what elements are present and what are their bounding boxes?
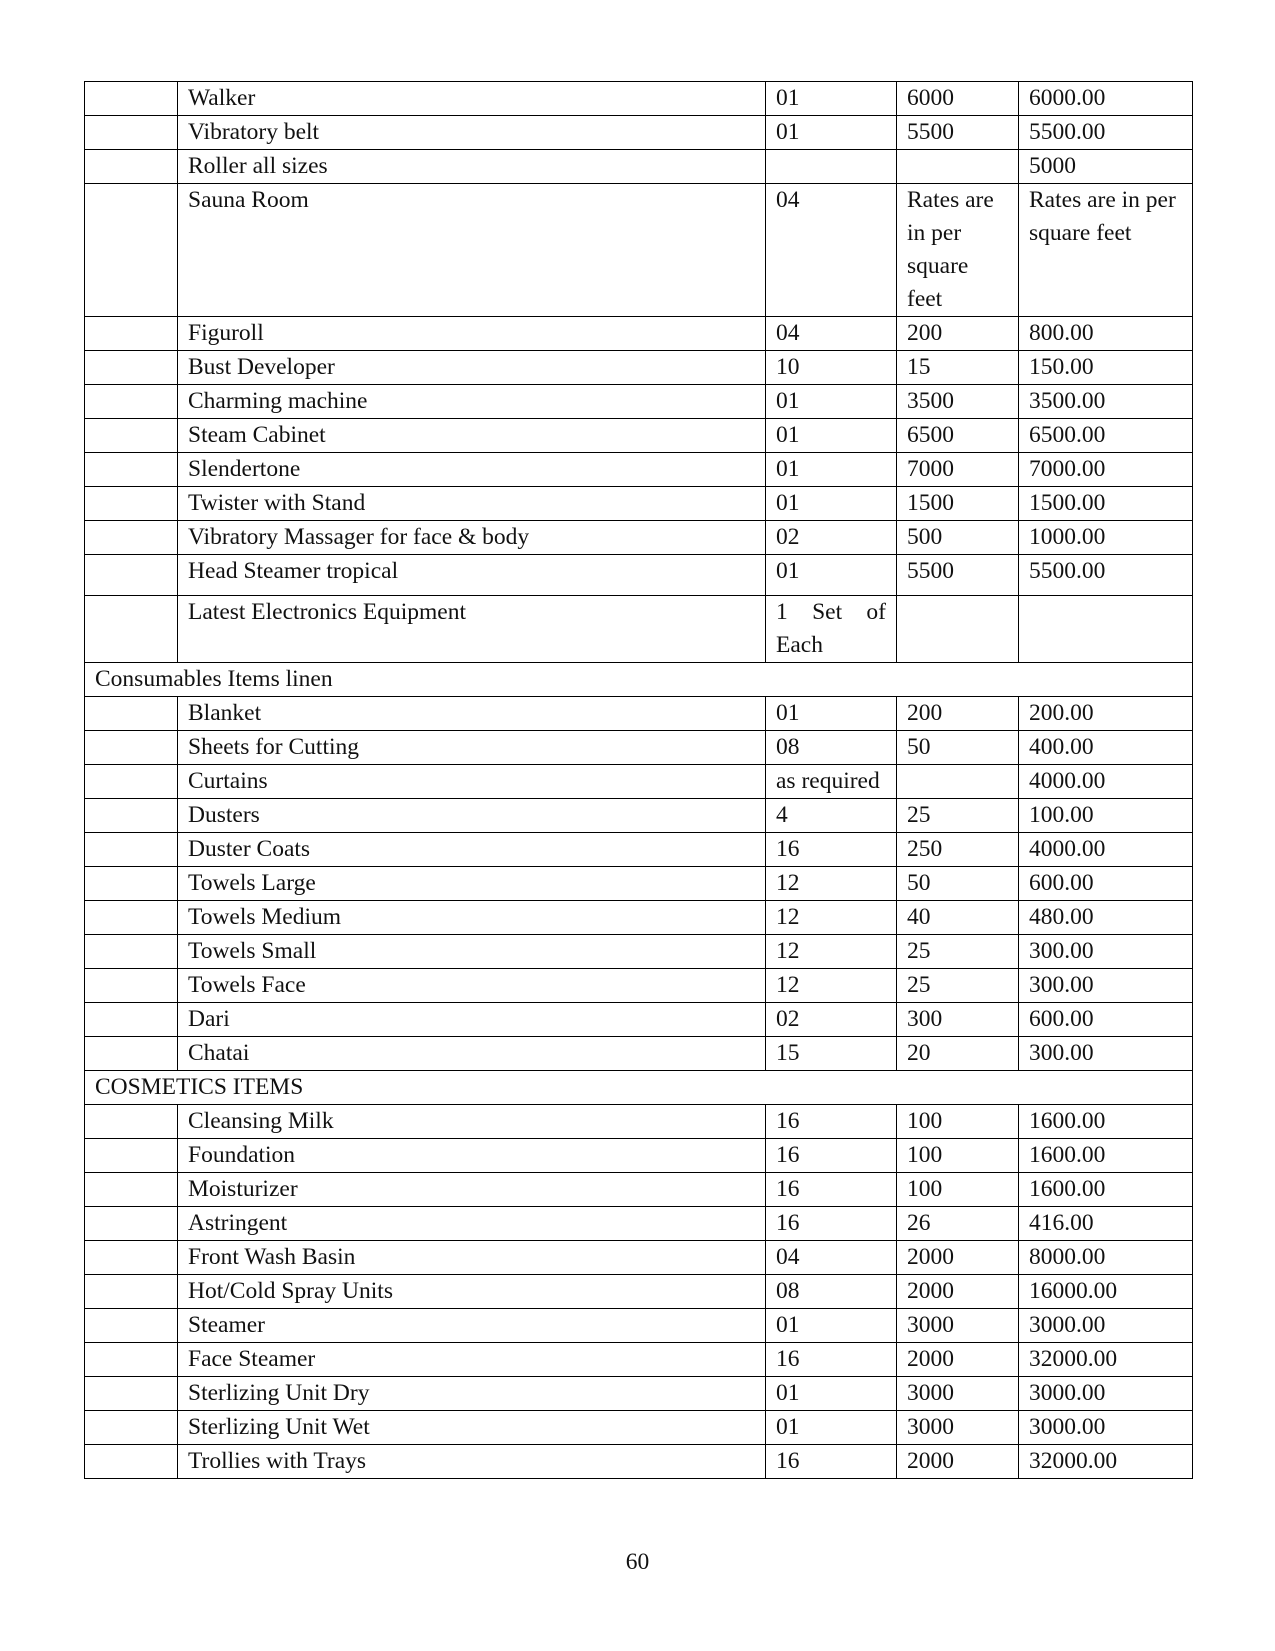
quantity-cell: 01: [766, 385, 897, 419]
item-name-cell: Dusters: [178, 799, 766, 833]
amount-cell: 3000.00: [1019, 1377, 1193, 1411]
amount-cell: 6000.00: [1019, 82, 1193, 116]
rate-cell: 6500: [897, 419, 1019, 453]
quantity-cell: 02: [766, 521, 897, 555]
blank-index-cell: [85, 901, 178, 935]
rate-cell: 2000: [897, 1241, 1019, 1275]
rate-cell: 2000: [897, 1343, 1019, 1377]
amount-cell: 16000.00: [1019, 1275, 1193, 1309]
item-name-cell: Walker: [178, 82, 766, 116]
table-row: [85, 419, 1193, 453]
rate-cell: 1500: [897, 487, 1019, 521]
rate-cell: 200: [897, 697, 1019, 731]
quantity-cell: 12: [766, 969, 897, 1003]
blank-index-cell: [85, 969, 178, 1003]
rate-cell: 2000: [897, 1275, 1019, 1309]
item-name-cell: Twister with Stand: [178, 487, 766, 521]
item-name-cell: Vibratory Massager for face & body: [178, 521, 766, 555]
item-name-cell: Charming machine: [178, 385, 766, 419]
table-row: [85, 1139, 1193, 1173]
rate-cell: 40: [897, 901, 1019, 935]
amount-cell: 32000.00: [1019, 1445, 1193, 1479]
item-name-cell: Steam Cabinet: [178, 419, 766, 453]
blank-index-cell: [85, 596, 178, 663]
section-heading: Consumables Items linen: [85, 663, 1193, 697]
blank-index-cell: [85, 1207, 178, 1241]
quantity-cell: 04: [766, 184, 897, 317]
blank-index-cell: [85, 1445, 178, 1479]
rate-cell: 250: [897, 833, 1019, 867]
blank-index-cell: [85, 150, 178, 184]
quantity-cell: 16: [766, 1445, 897, 1479]
quantity-cell: 16: [766, 1173, 897, 1207]
quantity-cell: 12: [766, 867, 897, 901]
section-heading-row: [85, 1071, 1193, 1105]
table-row: [85, 731, 1193, 765]
table-row: [85, 116, 1193, 150]
quantity-cell: 01: [766, 453, 897, 487]
amount-cell: 300.00: [1019, 1037, 1193, 1071]
blank-index-cell: [85, 765, 178, 799]
quantity-cell: 16: [766, 1343, 897, 1377]
quantity-cell: 01: [766, 1411, 897, 1445]
item-name-cell: Blanket: [178, 697, 766, 731]
amount-cell: 1600.00: [1019, 1139, 1193, 1173]
amount-cell: 8000.00: [1019, 1241, 1193, 1275]
table-row: [85, 969, 1193, 1003]
table-row: [85, 765, 1193, 799]
blank-index-cell: [85, 731, 178, 765]
rate-cell: 20: [897, 1037, 1019, 1071]
table-row: [85, 1241, 1193, 1275]
amount-cell: 300.00: [1019, 969, 1193, 1003]
item-name-cell: Steamer: [178, 1309, 766, 1343]
quantity-cell: 1 Set of Each: [766, 596, 897, 663]
table-row: [85, 351, 1193, 385]
rate-cell: Rates are in per square feet: [897, 184, 1019, 317]
rate-cell: [897, 765, 1019, 799]
rate-cell: 100: [897, 1105, 1019, 1139]
amount-cell: 5000: [1019, 150, 1193, 184]
item-name-cell: Moisturizer: [178, 1173, 766, 1207]
blank-index-cell: [85, 1275, 178, 1309]
item-name-cell: Towels Large: [178, 867, 766, 901]
blank-index-cell: [85, 1241, 178, 1275]
rate-cell: 3500: [897, 385, 1019, 419]
item-name-cell: Astringent: [178, 1207, 766, 1241]
page-number: 60: [625, 1549, 650, 1575]
rate-cell: 50: [897, 867, 1019, 901]
table-row: [85, 1003, 1193, 1037]
rate-cell: 3000: [897, 1411, 1019, 1445]
table-row: [85, 1037, 1193, 1071]
rate-cell: 100: [897, 1173, 1019, 1207]
quantity-cell: as required: [766, 765, 897, 799]
table-row: [85, 1377, 1193, 1411]
blank-index-cell: [85, 317, 178, 351]
item-name-cell: Front Wash Basin: [178, 1241, 766, 1275]
rate-cell: 200: [897, 317, 1019, 351]
item-name-cell: Latest Electronics Equipment: [178, 596, 766, 663]
blank-index-cell: [85, 555, 178, 596]
amount-cell: 1500.00: [1019, 487, 1193, 521]
quantity-cell: [766, 150, 897, 184]
item-name-cell: Bust Developer: [178, 351, 766, 385]
rate-cell: 50: [897, 731, 1019, 765]
table-row: [85, 1207, 1193, 1241]
amount-cell: Rates are in per square feet: [1019, 184, 1193, 317]
item-name-cell: Figuroll: [178, 317, 766, 351]
blank-index-cell: [85, 1343, 178, 1377]
amount-cell: 400.00: [1019, 731, 1193, 765]
amount-cell: 100.00: [1019, 799, 1193, 833]
quantity-cell: 02: [766, 1003, 897, 1037]
table-body: [85, 82, 1193, 1479]
item-name-cell: Duster Coats: [178, 833, 766, 867]
table-row: [85, 487, 1193, 521]
quantity-cell: 16: [766, 1139, 897, 1173]
table-row: [85, 697, 1193, 731]
table-row: [85, 521, 1193, 555]
rate-cell: 2000: [897, 1445, 1019, 1479]
rate-cell: 26: [897, 1207, 1019, 1241]
amount-cell: 150.00: [1019, 351, 1193, 385]
amount-cell: 7000.00: [1019, 453, 1193, 487]
blank-index-cell: [85, 453, 178, 487]
amount-cell: 1600.00: [1019, 1173, 1193, 1207]
item-name-cell: Head Steamer tropical: [178, 555, 766, 596]
table-row: [85, 833, 1193, 867]
table-row: [85, 1445, 1193, 1479]
item-name-cell: Towels Medium: [178, 901, 766, 935]
item-name-cell: Vibratory belt: [178, 116, 766, 150]
table-row: [85, 82, 1193, 116]
table-row: [85, 1343, 1193, 1377]
rate-cell: 300: [897, 1003, 1019, 1037]
blank-index-cell: [85, 1309, 178, 1343]
blank-index-cell: [85, 184, 178, 317]
rate-cell: 25: [897, 969, 1019, 1003]
blank-index-cell: [85, 1037, 178, 1071]
blank-index-cell: [85, 935, 178, 969]
table-row: [85, 555, 1193, 596]
table-row: [85, 867, 1193, 901]
quantity-cell: 01: [766, 487, 897, 521]
quantity-cell: 01: [766, 555, 897, 596]
table-row: [85, 184, 1193, 317]
amount-cell: 1600.00: [1019, 1105, 1193, 1139]
table-row: [85, 1275, 1193, 1309]
rate-cell: [897, 596, 1019, 663]
rate-cell: 7000: [897, 453, 1019, 487]
blank-index-cell: [85, 351, 178, 385]
amount-cell: 416.00: [1019, 1207, 1193, 1241]
quantity-cell: 16: [766, 1105, 897, 1139]
quantity-cell: 12: [766, 901, 897, 935]
table-row: [85, 901, 1193, 935]
blank-index-cell: [85, 799, 178, 833]
table-row: [85, 317, 1193, 351]
amount-cell: 600.00: [1019, 867, 1193, 901]
amount-cell: [1019, 596, 1193, 663]
item-name-cell: Cleansing Milk: [178, 1105, 766, 1139]
amount-cell: 4000.00: [1019, 833, 1193, 867]
table-row: [85, 1309, 1193, 1343]
blank-index-cell: [85, 697, 178, 731]
table-row: [85, 1105, 1193, 1139]
amount-cell: 6500.00: [1019, 419, 1193, 453]
blank-index-cell: [85, 1377, 178, 1411]
rate-cell: 500: [897, 521, 1019, 555]
table-row: [85, 385, 1193, 419]
blank-index-cell: [85, 385, 178, 419]
rate-cell: 3000: [897, 1377, 1019, 1411]
table-row: [85, 453, 1193, 487]
rate-cell: 25: [897, 799, 1019, 833]
blank-index-cell: [85, 116, 178, 150]
item-name-cell: Sauna Room: [178, 184, 766, 317]
rate-cell: [897, 150, 1019, 184]
amount-cell: 5500.00: [1019, 116, 1193, 150]
blank-index-cell: [85, 1105, 178, 1139]
blank-index-cell: [85, 1173, 178, 1207]
quantity-cell: 08: [766, 1275, 897, 1309]
item-name-cell: Face Steamer: [178, 1343, 766, 1377]
item-name-cell: Sterlizing Unit Wet: [178, 1411, 766, 1445]
table-row: [85, 1173, 1193, 1207]
quantity-cell: 04: [766, 1241, 897, 1275]
quantity-cell: 01: [766, 116, 897, 150]
blank-index-cell: [85, 867, 178, 901]
rate-cell: 3000: [897, 1309, 1019, 1343]
quantity-cell: 08: [766, 731, 897, 765]
quantity-cell: 04: [766, 317, 897, 351]
quantity-cell: 16: [766, 1207, 897, 1241]
section-heading-row: [85, 663, 1193, 697]
amount-cell: 5500.00: [1019, 555, 1193, 596]
item-name-cell: Hot/Cold Spray Units: [178, 1275, 766, 1309]
rate-cell: 15: [897, 351, 1019, 385]
amount-cell: 300.00: [1019, 935, 1193, 969]
rate-cell: 5500: [897, 116, 1019, 150]
amount-cell: 4000.00: [1019, 765, 1193, 799]
amount-cell: 1000.00: [1019, 521, 1193, 555]
quantity-cell: 12: [766, 935, 897, 969]
table-row: [85, 596, 1193, 663]
table-row: [85, 935, 1193, 969]
blank-index-cell: [85, 487, 178, 521]
item-name-cell: Sterlizing Unit Dry: [178, 1377, 766, 1411]
blank-index-cell: [85, 1411, 178, 1445]
amount-cell: 32000.00: [1019, 1343, 1193, 1377]
amount-cell: 800.00: [1019, 317, 1193, 351]
quantity-cell: 01: [766, 82, 897, 116]
rate-cell: 100: [897, 1139, 1019, 1173]
item-name-cell: Chatai: [178, 1037, 766, 1071]
equipment-cost-table: [84, 81, 1193, 1479]
quantity-cell: 15: [766, 1037, 897, 1071]
amount-cell: 3000.00: [1019, 1411, 1193, 1445]
section-heading: COSMETICS ITEMS: [85, 1071, 1193, 1105]
rate-cell: 5500: [897, 555, 1019, 596]
table-row: [85, 150, 1193, 184]
blank-index-cell: [85, 82, 178, 116]
item-name-cell: Slendertone: [178, 453, 766, 487]
item-name-cell: Foundation: [178, 1139, 766, 1173]
quantity-cell: 01: [766, 697, 897, 731]
quantity-cell: 16: [766, 833, 897, 867]
blank-index-cell: [85, 419, 178, 453]
amount-cell: 600.00: [1019, 1003, 1193, 1037]
blank-index-cell: [85, 521, 178, 555]
item-name-cell: Trollies with Trays: [178, 1445, 766, 1479]
quantity-cell: 01: [766, 419, 897, 453]
quantity-cell: 4: [766, 799, 897, 833]
quantity-cell: 01: [766, 1377, 897, 1411]
table-row: [85, 799, 1193, 833]
blank-index-cell: [85, 1139, 178, 1173]
item-name-cell: Roller all sizes: [178, 150, 766, 184]
item-name-cell: Curtains: [178, 765, 766, 799]
blank-index-cell: [85, 1003, 178, 1037]
rate-cell: 25: [897, 935, 1019, 969]
blank-index-cell: [85, 833, 178, 867]
item-name-cell: Towels Small: [178, 935, 766, 969]
table-row: [85, 1411, 1193, 1445]
item-name-cell: Dari: [178, 1003, 766, 1037]
amount-cell: 200.00: [1019, 697, 1193, 731]
amount-cell: 480.00: [1019, 901, 1193, 935]
quantity-cell: 10: [766, 351, 897, 385]
item-name-cell: Towels Face: [178, 969, 766, 1003]
item-name-cell: Sheets for Cutting: [178, 731, 766, 765]
amount-cell: 3000.00: [1019, 1309, 1193, 1343]
amount-cell: 3500.00: [1019, 385, 1193, 419]
rate-cell: 6000: [897, 82, 1019, 116]
quantity-cell: 01: [766, 1309, 897, 1343]
